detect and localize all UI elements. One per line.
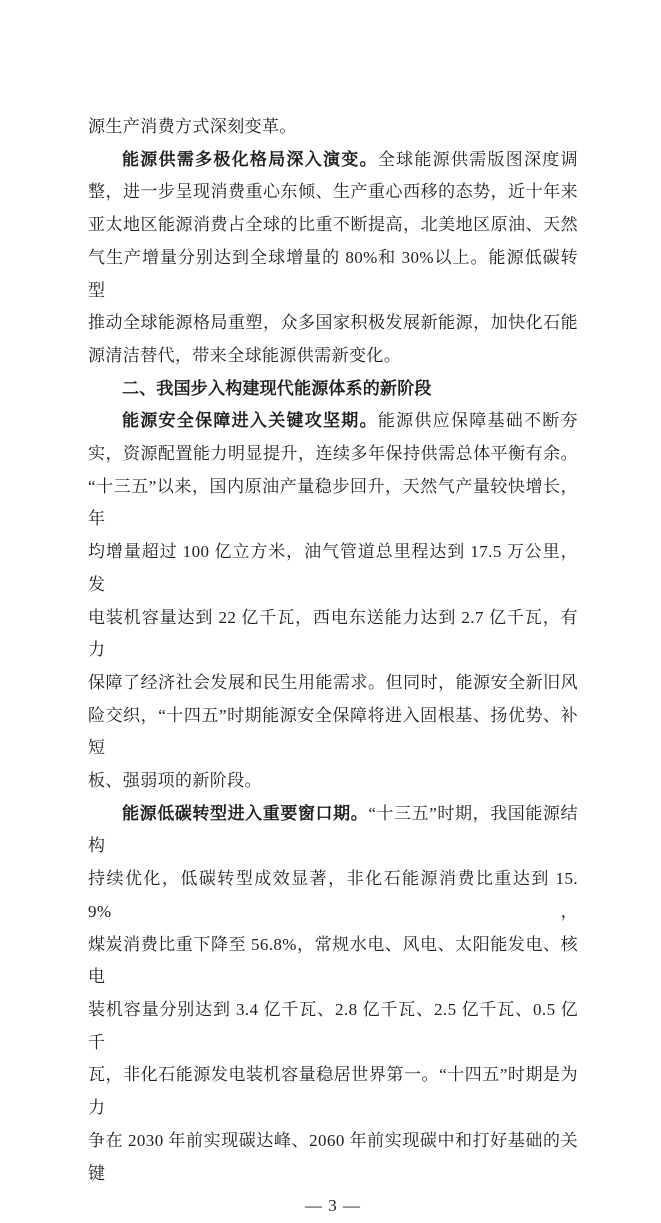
text-line: 实，资源配置能力明显提升，连续多年保持供需总体平衡有余。 bbox=[88, 444, 578, 464]
line-text: 能源供应保障基础不断夯 bbox=[377, 411, 578, 431]
line-text: “十三五”时期，我国能源结构 bbox=[88, 803, 578, 856]
text-line: “十三五”以来，国内原油产量稳步回升，天然气产量较快增长，年 bbox=[88, 476, 578, 529]
text-line: 板、强弱项的新阶段。 bbox=[88, 771, 262, 791]
text-line: 瓦，非化石能源发电装机容量稳居世界第一。“十四五”时期是为力 bbox=[88, 1065, 578, 1118]
text-line: 保障了经济社会发展和民生用能需求。但同时，能源安全新旧风 bbox=[88, 672, 578, 692]
text-line: 争在 2030 年前实现碳达峰、2060 年前实现碳中和打好基础的关键 bbox=[88, 1130, 578, 1183]
text-line: 均增量超过 100 亿立方米，油气管道总里程达到 17.5 万公里，发 bbox=[88, 542, 578, 594]
text-line bbox=[88, 798, 578, 863]
text-line: 煤炭消费比重下降至 56.8%，常规水电、风电、太阳能发电、核电 bbox=[88, 934, 578, 987]
text-line: 源生产消费方式深刻变革。 bbox=[88, 117, 297, 136]
line-text: 全球能源供需版图深度调 bbox=[377, 149, 578, 169]
section-heading: 二、我国步入构建现代能源体系的新阶段 bbox=[122, 378, 432, 398]
text-line: 持续优化，低碳转型成效显著，非化石能源消费比重达到 15.9%， bbox=[88, 869, 578, 921]
page-number: — 3 — bbox=[305, 1196, 361, 1216]
text-line: 电装机容量达到 22 亿千瓦，西电东送能力达到 2.7 亿千瓦，有力 bbox=[88, 607, 578, 660]
paragraph-lead: 能源安全保障进入关键攻坚期。 bbox=[122, 411, 378, 431]
text-line: 亚太地区能源消费占全球的比重不断提高，北美地区原油、天然 bbox=[88, 215, 578, 235]
text-line: 源清洁替代，带来全球能源供需新变化。 bbox=[88, 345, 402, 365]
text-line bbox=[88, 144, 578, 177]
paragraph-lead: 能源低碳转型进入重要窗口期。 bbox=[122, 803, 369, 823]
text-line: 气生产增量分别达到全球增量的 80%和 30%以上。能源低碳转型 bbox=[88, 247, 578, 300]
text-line bbox=[88, 405, 578, 438]
text-line: 整，进一步呈现消费重心东倾、生产重心西移的态势，近十年来 bbox=[88, 182, 578, 202]
text-line: 推动全球能源格局重塑，众多国家积极发展新能源，加快化石能 bbox=[88, 313, 578, 333]
document-body bbox=[88, 111, 578, 1223]
text-line: 险交织，“十四五”时期能源安全保障将进入固根基、扬优势、补短 bbox=[88, 705, 578, 758]
paragraph-lead: 能源供需多极化格局深入演变。 bbox=[122, 149, 378, 169]
text-line: 装机容量分别达到 3.4 亿千瓦、2.8 亿千瓦、2.5 亿千瓦、0.5 亿千 bbox=[88, 999, 578, 1052]
